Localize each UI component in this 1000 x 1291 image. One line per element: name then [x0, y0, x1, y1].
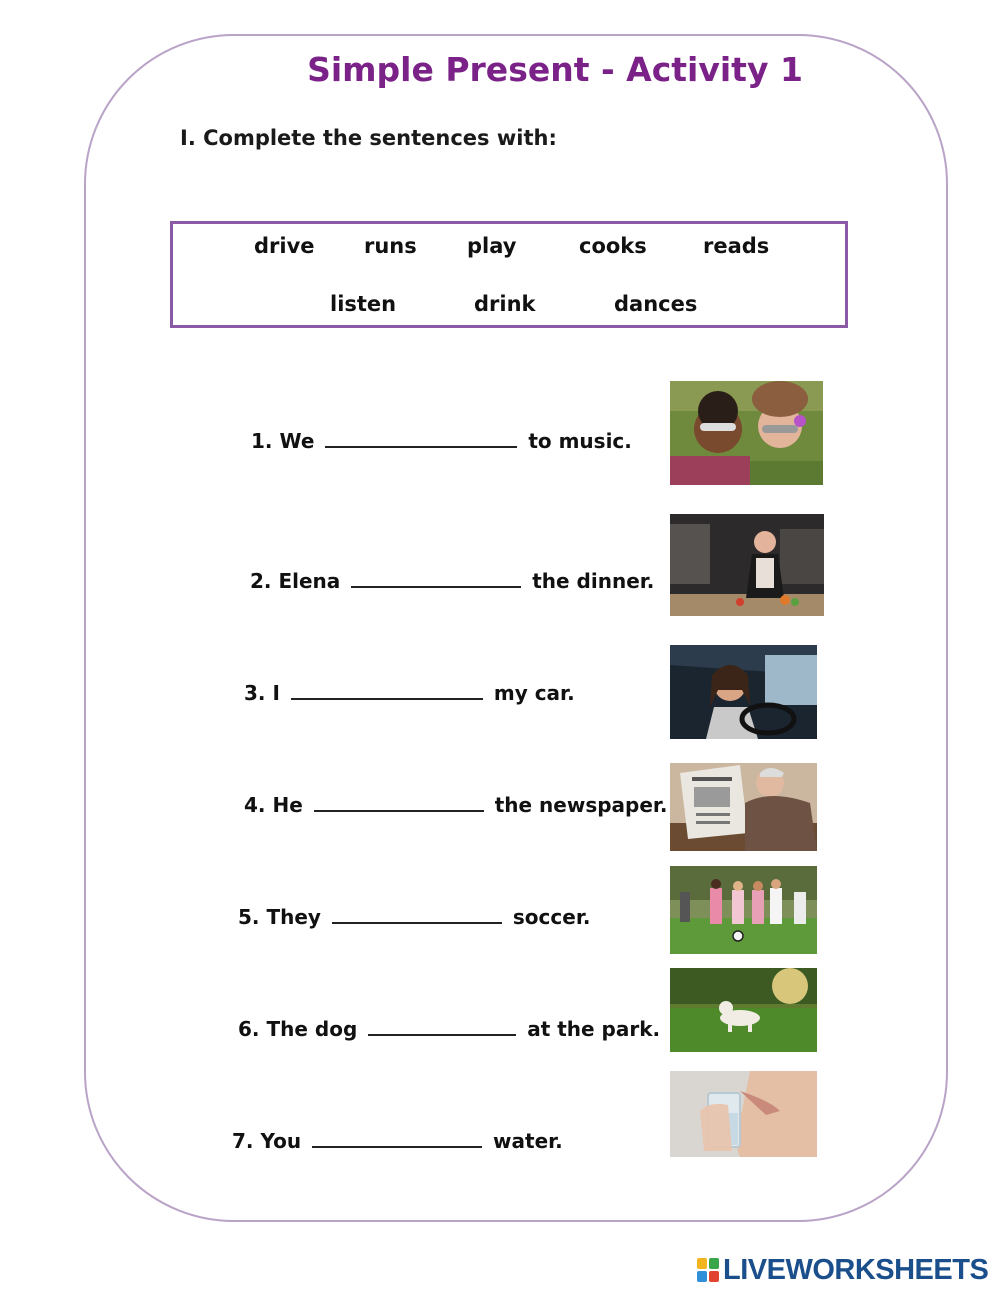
word-bank-item: dances — [614, 292, 698, 316]
sentence-5 — [238, 904, 590, 929]
footer-brand — [697, 1253, 988, 1287]
sentence-suffix: at the park. — [527, 1017, 661, 1041]
answer-blank[interactable] — [351, 568, 521, 588]
friends-listening-music-photo — [670, 381, 823, 485]
sentence-prefix: 4. He — [244, 793, 303, 817]
answer-blank[interactable] — [325, 428, 517, 448]
answer-blank[interactable] — [312, 1128, 482, 1148]
logo-block — [709, 1258, 719, 1269]
dog-running-park-photo — [670, 968, 817, 1052]
answer-blank[interactable] — [314, 792, 484, 812]
sentence-prefix: 5. They — [238, 905, 321, 929]
woman-cooking-photo — [670, 514, 824, 616]
sentence-7 — [232, 1128, 563, 1153]
word-bank-item: reads — [703, 234, 770, 258]
word-bank-item: play — [467, 234, 517, 258]
sentence-suffix: to music. — [528, 429, 632, 453]
word-bank-item: runs — [364, 234, 417, 258]
sentence-3 — [244, 680, 575, 705]
answer-blank[interactable] — [291, 680, 483, 700]
person-drinking-water-photo — [670, 1071, 817, 1157]
sentence-prefix: 7. You — [232, 1129, 302, 1153]
answer-blank[interactable] — [368, 1016, 516, 1036]
brand-name[interactable]: LIVEWORKSHEETS — [723, 1253, 989, 1286]
sentence-prefix: 6. The dog — [238, 1017, 358, 1041]
page-title: Simple Present - Activity 1 — [307, 50, 803, 89]
sentence-4 — [244, 792, 668, 817]
word-bank-item: drive — [254, 234, 315, 258]
sentence-suffix: water. — [493, 1129, 563, 1153]
worksheet-frame — [84, 34, 948, 1222]
word-bank-item: drink — [474, 292, 536, 316]
sentence-suffix: soccer. — [512, 905, 591, 929]
kids-playing-soccer-photo — [670, 866, 817, 954]
liveworksheets-logo-icon — [697, 1258, 719, 1282]
sentence-1 — [251, 428, 632, 453]
logo-block — [697, 1258, 707, 1269]
sentence-prefix: 3. I — [244, 681, 280, 705]
word-bank-item: cooks — [579, 234, 647, 258]
sentence-suffix: the dinner. — [532, 569, 655, 593]
sentence-suffix: my car. — [493, 681, 575, 705]
sentence-2 — [250, 568, 654, 593]
logo-block — [697, 1271, 707, 1282]
woman-driving-photo — [670, 645, 817, 739]
instruction-text: I. Complete the sentences with: — [180, 126, 557, 150]
sentence-6 — [238, 1016, 660, 1041]
answer-blank[interactable] — [332, 904, 502, 924]
sentence-suffix: the newspaper. — [494, 793, 668, 817]
man-reading-newspaper-photo — [670, 763, 817, 851]
logo-block — [709, 1271, 719, 1282]
sentence-prefix: 2. Elena — [250, 569, 341, 593]
sentence-prefix: 1. We — [251, 429, 315, 453]
word-bank-item: listen — [330, 292, 397, 316]
